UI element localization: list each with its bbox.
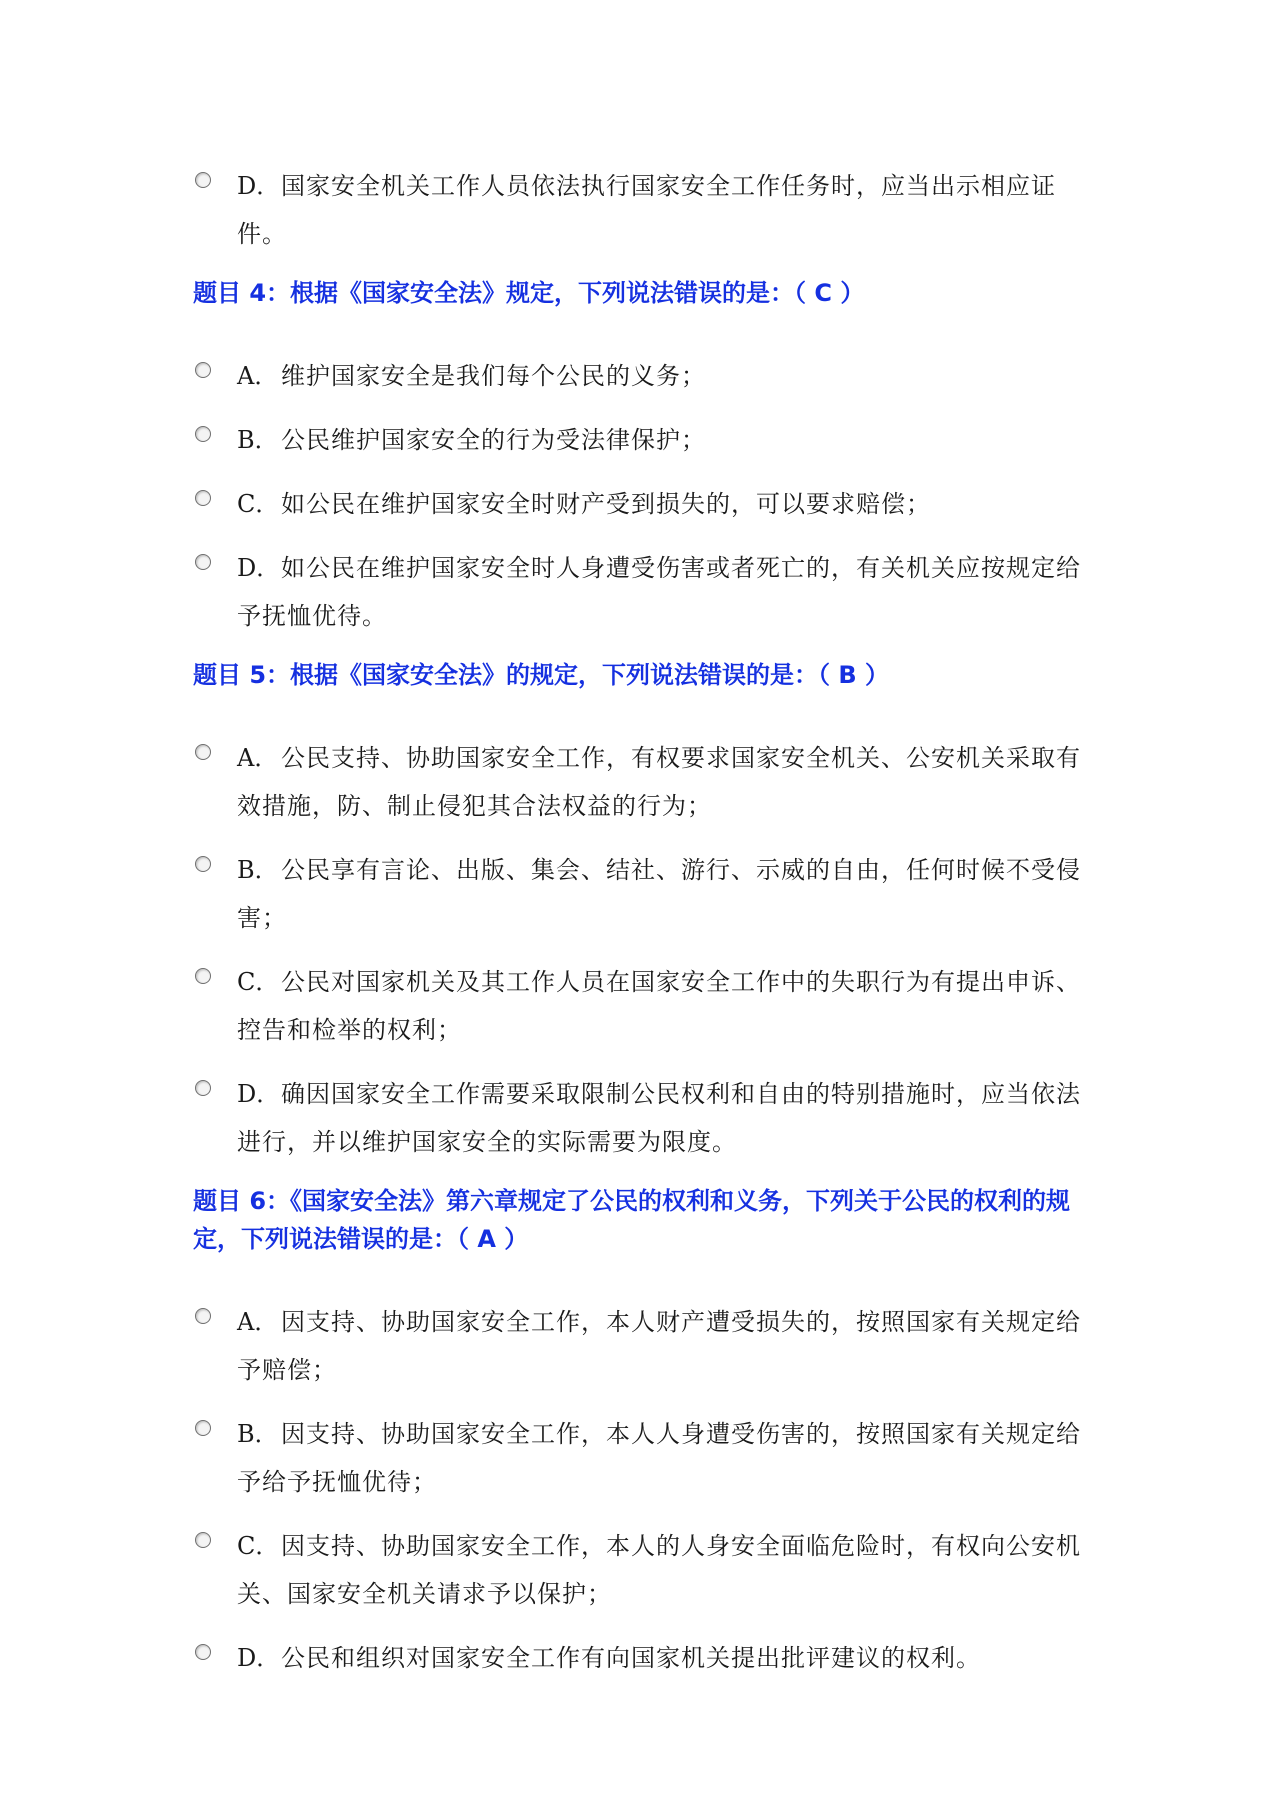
answer-option[interactable] <box>193 1522 1093 1618</box>
option-letter: A． <box>237 362 279 390</box>
option-letter: B． <box>237 426 279 454</box>
answer-option[interactable] <box>193 162 1093 258</box>
option-text: 因支持、协助国家安全工作，本人的人身安全面临危险时，有权向公安机关、国家安全机关请求予以保护； <box>237 1532 1081 1608</box>
option-letter: D． <box>237 554 281 582</box>
radio-button-icon[interactable] <box>195 1532 211 1548</box>
radio-button-icon[interactable] <box>195 744 211 760</box>
option-letter: D． <box>237 1644 281 1672</box>
radio-button-icon[interactable] <box>195 490 211 506</box>
option-text: 公民对国家机关及其工作人员在国家安全工作中的失职行为有提出申诉、控告和检举的权利； <box>237 968 1081 1044</box>
radio-button-icon[interactable] <box>195 1080 211 1096</box>
answer-option[interactable] <box>193 480 1093 528</box>
option-text: 公民享有言论、出版、集会、结社、游行、示威的自由，任何时候不受侵害； <box>237 856 1081 932</box>
option-text: 公民维护国家安全的行为受法律保护； <box>281 426 706 454</box>
option-letter: B． <box>237 856 279 884</box>
radio-button-icon[interactable] <box>195 554 211 570</box>
radio-button-icon[interactable] <box>195 362 211 378</box>
answer-option[interactable] <box>193 846 1093 942</box>
radio-button-icon[interactable] <box>195 1420 211 1436</box>
option-text: 维护国家安全是我们每个公民的义务； <box>281 362 706 390</box>
question-list <box>193 162 1093 1698</box>
answer-option[interactable] <box>193 352 1093 400</box>
option-letter: D． <box>237 172 281 200</box>
option-text: 因支持、协助国家安全工作，本人人身遭受伤害的，按照国家有关规定给予给予抚恤优待； <box>237 1420 1081 1496</box>
question-title: 题目 4：根据《国家安全法》规定，下列说法错误的是：（ C ） <box>193 279 865 307</box>
answer-option[interactable] <box>193 1410 1093 1506</box>
question-title: 题目 5：根据《国家安全法》的规定，下列说法错误的是：（ B ） <box>193 661 890 689</box>
radio-button-icon[interactable] <box>195 856 211 872</box>
option-text: 公民和组织对国家安全工作有向国家机关提出批评建议的权利。 <box>281 1644 981 1672</box>
radio-button-icon[interactable] <box>195 426 211 442</box>
option-text: 国家安全机关工作人员依法执行国家安全工作任务时，应当出示相应证件。 <box>237 172 1056 248</box>
answer-option[interactable] <box>193 1634 1093 1682</box>
radio-button-icon[interactable] <box>195 968 211 984</box>
radio-button-icon[interactable] <box>195 1308 211 1324</box>
radio-button-icon[interactable] <box>195 172 211 188</box>
option-letter: D． <box>237 1080 281 1108</box>
option-text: 如公民在维护国家安全时人身遭受伤害或者死亡的，有关机关应按规定给予抚恤优待。 <box>237 554 1081 630</box>
option-text: 如公民在维护国家安全时财产受到损失的，可以要求赔偿； <box>281 490 931 518</box>
radio-button-icon[interactable] <box>195 1644 211 1660</box>
answer-option[interactable] <box>193 958 1093 1054</box>
option-letter: C． <box>237 1532 280 1560</box>
question-title: 题目 6：《国家安全法》第六章规定了公民的权利和义务，下列关于公民的权利的规定，下列说法错误的是：（ A ） <box>193 1187 1071 1253</box>
option-letter: C． <box>237 968 280 996</box>
option-letter: B． <box>237 1420 279 1448</box>
option-letter: A． <box>237 744 279 772</box>
option-text: 公民支持、协助国家安全工作，有权要求国家安全机关、公安机关采取有效措施，防、制止侵犯其合法权益的行为； <box>237 744 1081 820</box>
option-letter: A． <box>237 1308 279 1336</box>
answer-option[interactable] <box>193 416 1093 464</box>
option-text: 因支持、协助国家安全工作，本人财产遭受损失的，按照国家有关规定给予赔偿； <box>237 1308 1081 1384</box>
option-text: 确因国家安全工作需要采取限制公民权利和自由的特别措施时，应当依法进行，并以维护国家安全的实际需要为限度。 <box>237 1080 1081 1156</box>
answer-option[interactable] <box>193 544 1093 640</box>
option-letter: C． <box>237 490 280 518</box>
answer-option[interactable] <box>193 734 1093 830</box>
answer-option[interactable] <box>193 1070 1093 1166</box>
answer-option[interactable] <box>193 1298 1093 1394</box>
